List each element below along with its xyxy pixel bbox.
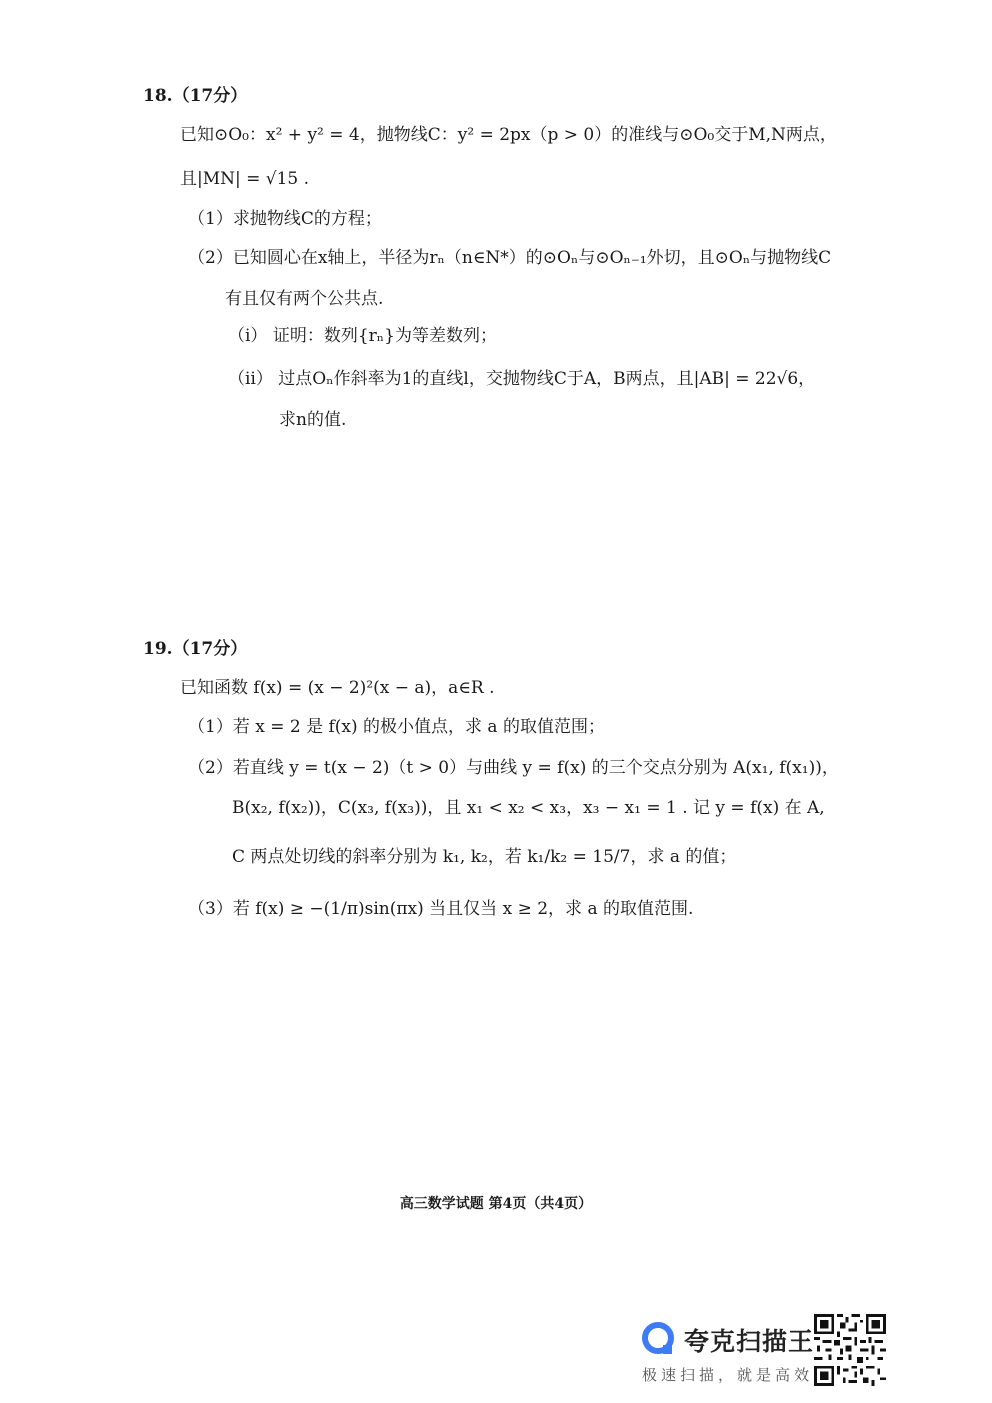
q18-sub-i: （ⅰ） 证明：数列{rₙ}为等差数列； xyxy=(228,326,497,346)
q19-stem-line1: 已知函数 f(x) = (x − 2)²(x − a)，a∈R . xyxy=(180,678,495,698)
q18-sub-ii-line2: 求n的值. xyxy=(279,410,347,430)
q19-part2-line3: C 两点处切线的斜率分别为 k₁, k₂，若 k₁/k₂ = 15/7，求 a 的值； xyxy=(232,847,737,867)
q19-part2-line2: B(x₂, f(x₂))，C(x₃, f(x₃))，且 x₁ < x₂ < x₃，x₃ − x₁ = 1 . 记 y = f(x) 在 A, xyxy=(232,798,825,818)
page-footer: 高三数学试题 第4页（共4页） xyxy=(399,1196,593,1212)
q18-sub-ii-line1: （ⅱ） 过点Oₙ作斜率为1的直线l，交抛物线C于A，B两点，且|AB| = 22√6， xyxy=(228,369,816,389)
q18-part2-line1: （2）已知圆心在x轴上，半径为rₙ（n∈N*）的⊙Oₙ与⊙Oₙ₋₁外切，且⊙Oₙ与抛物线C xyxy=(188,248,832,268)
q18-stem-line2: 且|MN| = √15 . xyxy=(180,169,310,189)
q18-part1: （1）求抛物线C的方程； xyxy=(188,209,382,229)
q19-part1: （1）若 x = 2 是 f(x) 的极小值点，求 a 的取值范围； xyxy=(188,717,605,737)
q19-part3: （3）若 f(x) ≥ −(1/π)sin(πx) 当且仅当 x ≥ 2，求 a 的取值范围. xyxy=(188,899,694,919)
qr-code-icon xyxy=(814,1314,886,1386)
quark-logo-icon xyxy=(640,1320,676,1356)
brand-name: 夸克扫描王 xyxy=(684,1327,815,1356)
brand-slogan: 极速扫描，就是高效 xyxy=(642,1366,814,1384)
q18-header: 18.（17分） xyxy=(143,86,248,106)
q18-stem-line1: 已知⊙O₀：x² + y² = 4，抛物线C：y² = 2px（p > 0）的准线与⊙O₀交于M,N两点， xyxy=(180,125,837,145)
q19-part2-line1: （2）若直线 y = t(x − 2)（t > 0）与曲线 y = f(x) 的三个交点分别为 A(x₁, f(x₁))， xyxy=(188,758,839,778)
q18-part2-line2: 有且仅有两个公共点. xyxy=(225,289,384,309)
q19-header: 19.（17分） xyxy=(143,639,248,659)
